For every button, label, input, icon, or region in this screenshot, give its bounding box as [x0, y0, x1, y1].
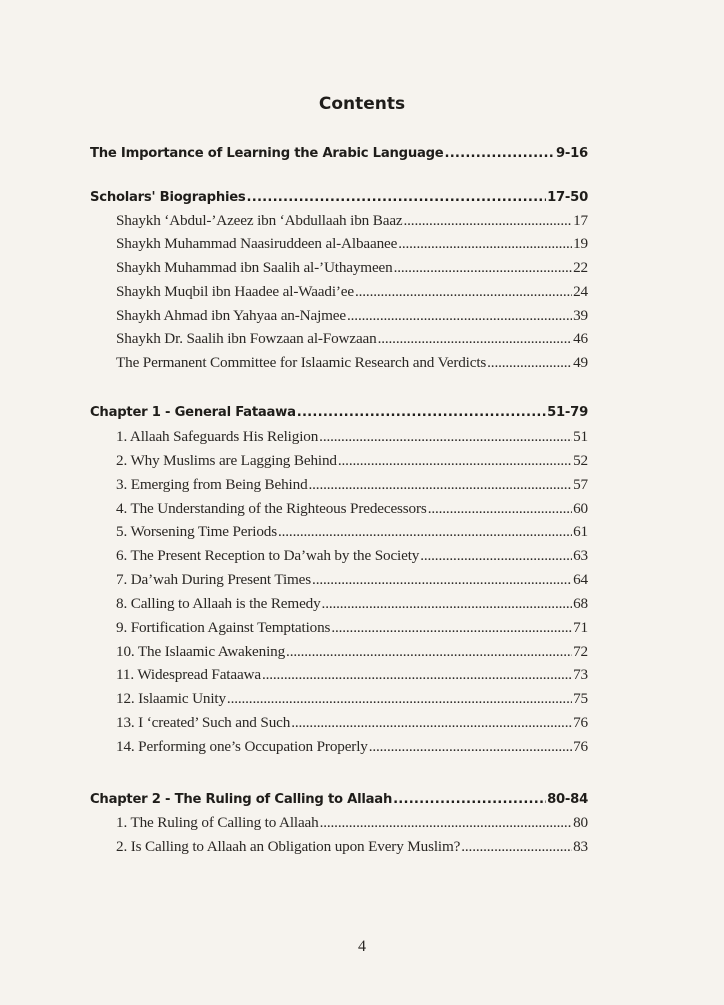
- toc-entry: [116, 330, 588, 348]
- entry-page: 46: [573, 330, 588, 347]
- toc-entry: [116, 259, 588, 277]
- toc-section-heading: [90, 190, 588, 205]
- dot-leader: [247, 190, 547, 205]
- dot-leader: [378, 330, 573, 348]
- entry-page: 22: [573, 259, 588, 276]
- section-title: Chapter 1 - General Fataawa: [90, 405, 296, 420]
- entry-title: Shaykh Muhammad Naasiruddeen al-Albaanee: [116, 235, 398, 252]
- toc-entry: [116, 571, 588, 589]
- page-number: 4: [358, 938, 366, 955]
- entry-page: 76: [573, 714, 588, 731]
- entry-title: 12. Islaamic Unity: [116, 690, 226, 707]
- entry-page: 63: [573, 547, 588, 564]
- dot-leader: [338, 452, 572, 470]
- dot-leader: [369, 738, 572, 756]
- dot-leader: [347, 307, 572, 325]
- toc-entry: [116, 428, 588, 446]
- dot-leader: [309, 476, 573, 494]
- entry-title: 5. Worsening Time Periods: [116, 523, 277, 540]
- section-page-range: 9-16: [555, 146, 588, 161]
- toc-entry: [116, 619, 588, 637]
- entry-title: 6. The Present Reception to Da’wah by the Society: [116, 547, 420, 564]
- entry-title: Shaykh ‘Abdul-’Azeez ibn ‘Abdullaah ibn Baaz: [116, 212, 403, 229]
- dot-leader: [404, 212, 573, 230]
- entry-title: 8. Calling to Allaah is the Remedy: [116, 595, 321, 612]
- dot-leader: [227, 690, 572, 708]
- toc-entry: [116, 690, 588, 708]
- entry-title: 7. Da’wah During Present Times: [116, 571, 312, 588]
- section-page-range: 17-50: [547, 190, 588, 205]
- entry-page: 72: [573, 643, 588, 660]
- section-page-range: 80-84: [547, 792, 588, 807]
- entry-page: 80: [573, 814, 588, 831]
- toc-section-heading: [90, 405, 588, 420]
- entry-title: Shaykh Ahmad ibn Yahyaa an-Najmee: [116, 307, 346, 324]
- toc-entry: [116, 283, 588, 301]
- entry-title: Shaykh Muhammad ibn Saalih al-’Uthaymeen: [116, 259, 393, 276]
- dot-leader: [393, 792, 546, 807]
- dot-leader: [291, 714, 572, 732]
- toc-entry: [116, 714, 588, 732]
- toc-entry: [116, 666, 588, 684]
- entry-page: 61: [573, 523, 588, 540]
- toc-section-heading: [90, 792, 588, 807]
- dot-leader: [461, 838, 572, 856]
- toc-entry: [116, 643, 588, 661]
- section-title: Chapter 2 - The Ruling of Calling to Allaah: [90, 792, 393, 807]
- dot-leader: [262, 666, 572, 684]
- toc-entry: [116, 235, 588, 253]
- dot-leader: [487, 354, 572, 372]
- toc-entry: [116, 814, 588, 832]
- toc-entry: [116, 838, 588, 856]
- entry-title: 11. Widespread Fataawa: [116, 666, 261, 683]
- entry-title: 3. Emerging from Being Behind: [116, 476, 308, 493]
- entry-page: 60: [573, 500, 588, 517]
- dot-leader: [319, 428, 572, 446]
- entry-title: Shaykh Dr. Saalih ibn Fowzaan al-Fowzaan: [116, 330, 377, 347]
- entry-page: 73: [573, 666, 588, 683]
- entry-page: 39: [573, 307, 588, 324]
- toc-entry: [116, 307, 588, 325]
- dot-leader: [320, 814, 573, 832]
- dot-leader: [297, 405, 546, 420]
- entry-page: 24: [573, 283, 588, 300]
- dot-leader: [428, 500, 572, 518]
- dot-leader: [355, 283, 572, 301]
- dot-leader: [312, 571, 572, 589]
- entry-title: 10. The Islaamic Awakening: [116, 643, 286, 660]
- entry-page: 51: [573, 428, 588, 445]
- entry-title: 9. Fortification Against Temptations: [116, 619, 331, 636]
- entry-title: 2. Why Muslims are Lagging Behind: [116, 452, 337, 469]
- entry-title: Shaykh Muqbil ibn Haadee al-Waadi’ee: [116, 283, 354, 300]
- dot-leader: [398, 235, 572, 253]
- dot-leader: [278, 523, 572, 541]
- dot-leader: [445, 146, 555, 161]
- toc-entry: [116, 212, 588, 230]
- entry-page: 57: [573, 476, 588, 493]
- entry-page: 71: [573, 619, 588, 636]
- toc-section-heading: [90, 146, 588, 161]
- entry-title: 4. The Understanding of the Righteous Predecessors: [116, 500, 427, 517]
- section-page-range: 51-79: [547, 405, 588, 420]
- toc-entry: [116, 452, 588, 470]
- entry-title: 1. The Ruling of Calling to Allaah: [116, 814, 319, 831]
- dot-leader: [331, 619, 572, 637]
- dot-leader: [420, 547, 572, 565]
- entry-title: 1. Allaah Safeguards His Religion: [116, 428, 319, 445]
- dot-leader: [322, 595, 573, 613]
- toc-entry: [116, 738, 588, 756]
- entry-page: 68: [573, 595, 588, 612]
- entry-page: 49: [573, 354, 588, 371]
- toc-entry: [116, 476, 588, 494]
- entry-page: 76: [573, 738, 588, 755]
- entry-page: 17: [573, 212, 588, 229]
- section-title: The Importance of Learning the Arabic Language: [90, 146, 444, 161]
- entry-page: 19: [573, 235, 588, 252]
- entry-page: 64: [573, 571, 588, 588]
- toc-entry: [116, 354, 588, 372]
- entry-title: 14. Performing one’s Occupation Properly: [116, 738, 368, 755]
- toc-entry: [116, 523, 588, 541]
- entry-title: 13. I ‘created’ Such and Such: [116, 714, 291, 731]
- section-title: Scholars' Biographies: [90, 190, 246, 205]
- entry-page: 75: [573, 690, 588, 707]
- entry-page: 52: [573, 452, 588, 469]
- entry-title: The Permanent Committee for Islaamic Research and Verdicts: [116, 354, 487, 371]
- toc-entry: [116, 547, 588, 565]
- entry-page: 83: [573, 838, 588, 855]
- toc-entry: [116, 500, 588, 518]
- dot-leader: [286, 643, 572, 661]
- page-title: Contents: [318, 94, 406, 114]
- toc-entry: [116, 595, 588, 613]
- dot-leader: [394, 259, 573, 277]
- entry-title: 2. Is Calling to Allaah an Obligation upon Every Muslim?: [116, 838, 461, 855]
